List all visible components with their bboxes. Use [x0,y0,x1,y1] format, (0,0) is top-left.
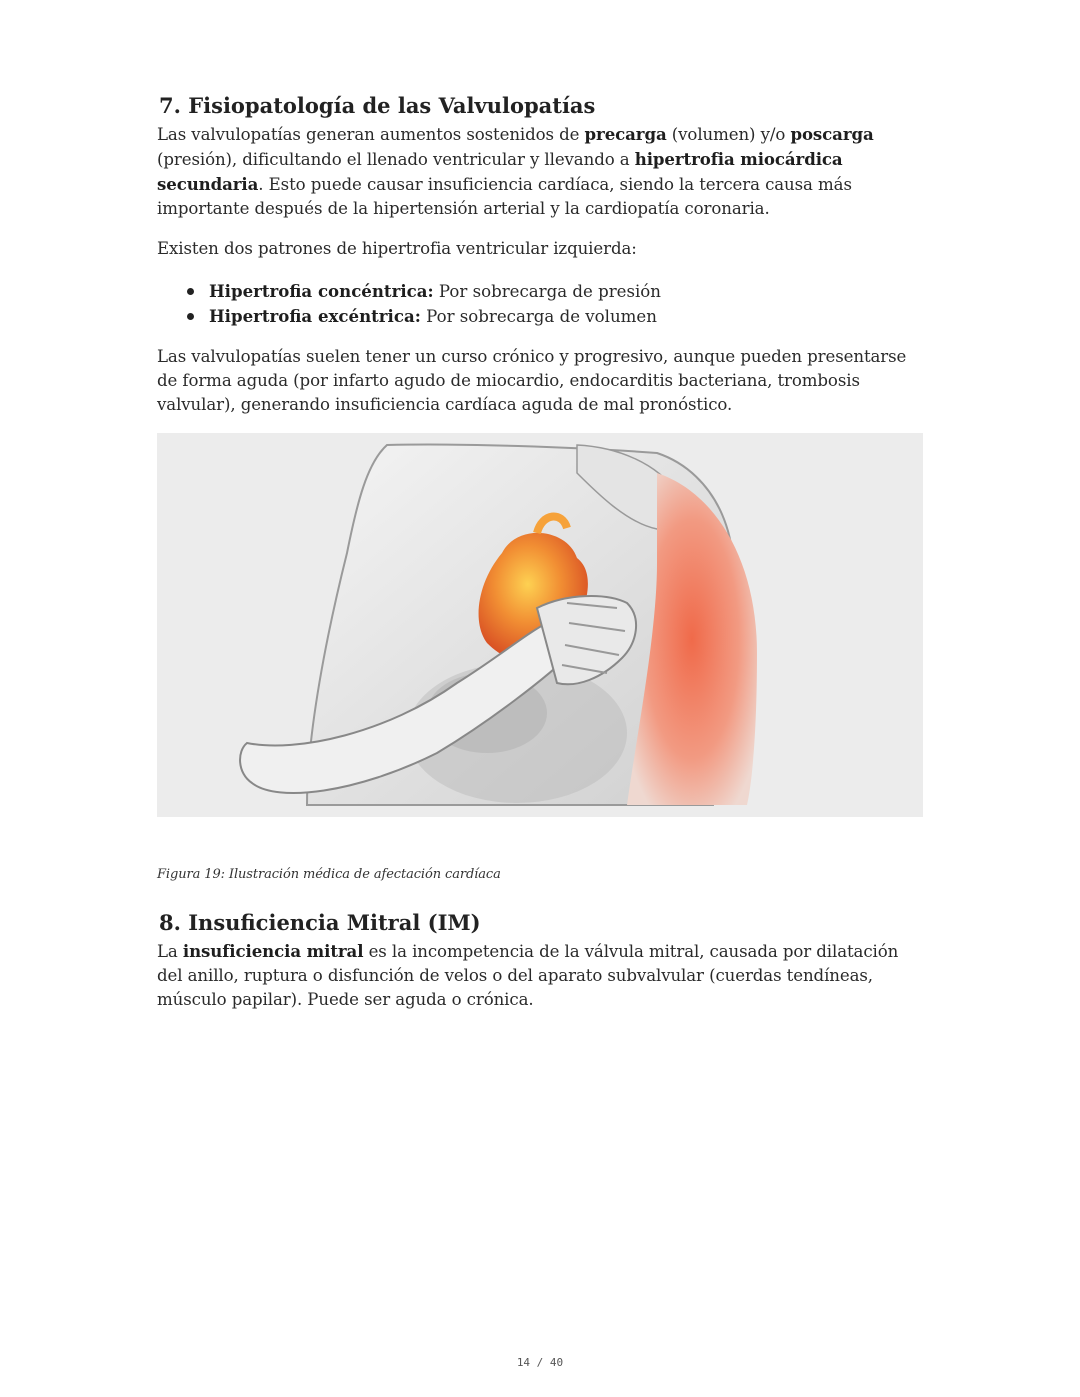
section-8-heading: 8. Insuficiencia Mitral (IM) [159,910,481,935]
section-7-heading: 7. Fisiopatología de las Valvulopatías [159,93,596,118]
hypertrophy-list [157,279,923,329]
list-item: Hipertrofia concéntrica: Por sobrecarga de presión [209,279,923,304]
list-item: Hipertrofia excéntrica: Por sobrecarga de volumen [209,304,923,329]
section-8-paragraph-1: La insuficiencia mitral es la incompetencia de la válvula mitral, causada por dilatación del anillo, ruptura o disfunción de velos o del aparato subvalvular (cuerdas tendíneas, músculo papilar). Puede ser aguda o crónica. [157,941,899,1009]
section-7-paragraph-3: Las valvulopatías suelen tener un curso crónico y progresivo, aunque pueden presentarse de forma aguda (por infarto agudo de miocardio, endocarditis bacteriana, trombosis valvular), generando insuficiencia cardíaca aguda de mal pronóstico. [157,347,907,414]
page-number: 14 / 40 [516,1356,564,1369]
document-page [157,92,923,1012]
figure-caption: Figura 19: Ilustración médica de afectación cardíaca [157,867,501,882]
section-7-paragraph-2: Existen dos patrones de hipertrofia ventricular izquierda: [157,239,637,258]
heart-illustration [157,433,923,817]
section-7-paragraph-1: Las valvulopatías generan aumentos sostenidos de precarga (volumen) y/o poscarga (presión), dificultando el llenado ventricular y llevando a hipertrofia miocárdica secundaria. Esto puede causar insuficiencia cardíaca, siendo la tercera causa más importante después de la hipertensión arterial y la cardiopatía coronaria. [157,124,874,218]
heart-illustration-figure [157,433,923,817]
